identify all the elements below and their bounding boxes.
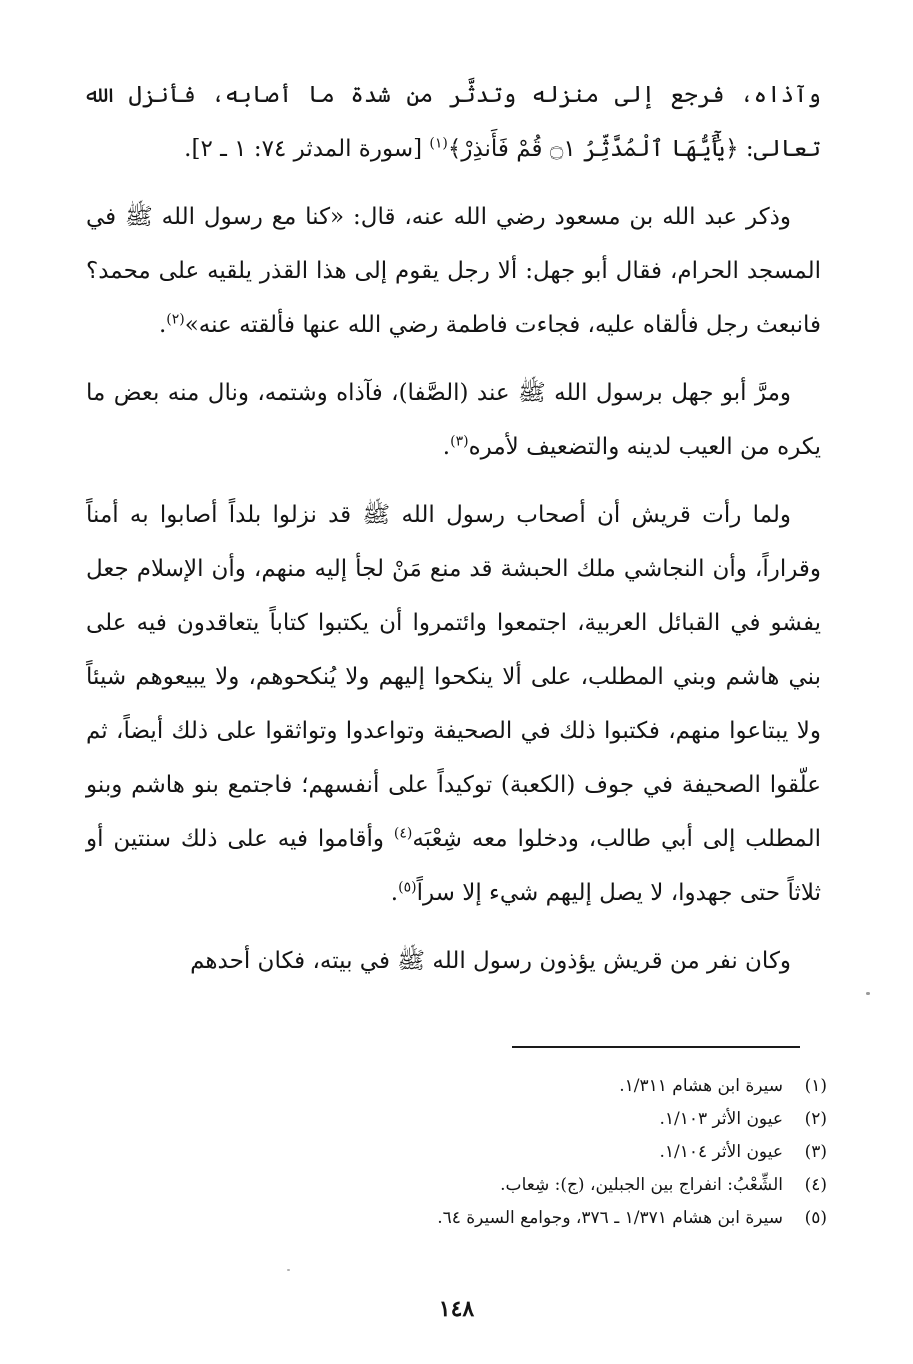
footnote-reference: (٣) [450,433,469,450]
paragraph-p1 [86,68,821,176]
paragraph-p5 [86,934,821,988]
paragraph-p2 [86,190,821,352]
footnote-reference: (١) [429,135,448,152]
footnote-number: (١) [804,1076,827,1096]
footnote-reference: (٥) [398,879,417,896]
footnote-separator [512,1046,800,1048]
footnote-text: عيون الأثر ١/١٠٣. [659,1109,783,1129]
paragraph-text: وأقاموا فيه على ذلك سنتين أو ثلاثاً حتى جهدوا، لا يصل إليهم شيء إلا سراً [86,826,821,906]
footnote-text: سيرة ابن هشام ١/٣٧١ ـ ٣٧٦، وجوامع السيرة ٦٤. [437,1208,783,1228]
footnote-item [267,1202,827,1235]
paragraph-text: ومرَّ أبو جهل برسول الله ﷺ عند (الصَّفا)، فآذاه وشتمه، ونال منه بعض ما يكره من العيب لدينه والتضعيف لأمره [86,380,821,460]
footnote-item [267,1169,827,1202]
paragraph-text: وكان نفر من قريش يؤذون رسول الله ﷺ في بيته، فكان أحدهم [190,948,791,974]
paragraph-text: . [442,434,451,460]
footnote-text: الشِّعْبُ: انفراج بين الجبلين، (ج): شِعاب. [500,1175,783,1195]
scan-speck [866,992,870,995]
paragraph-p4 [86,488,821,920]
footnote-reference: (٢) [166,311,185,328]
main-text [86,68,821,988]
footnotes [267,1070,827,1235]
footnote-number: (٤) [804,1175,827,1195]
footnote-item [267,1136,827,1169]
page-number: ١٤٨ [438,1296,475,1322]
footnote-item [267,1070,827,1103]
footnote-reference: (٤) [393,825,413,842]
footnote-item [267,1103,827,1136]
footnote-number: (٣) [804,1142,827,1162]
paragraph-text: ولما رأت قريش أن أصحاب رسول الله ﷺ قد نزلوا بلداً أصابوا به أمناً وقراراً، وأن النجاشي ملك الحبشة قد منع مَنْ لجأ إليه منهم، وأن الإسلام جعل يفشو في القبائل العربية، اجتمعوا وائتمروا أن يكتبوا كتاباً يتعاقدون فيه على بني هاشم وبني المطلب، على ألا ينكحوا إليهم ولا يُنكحوهم، ولا يبيعوهم شيئاً ولا يبتاعوا منهم، فكتبوا ذلك في الصحيفة وتواعدوا وتواثقوا على ذلك أيضاً، ثم علّقوا الصحيفة في جوف (الكعبة) توكيداً على أنفسهم؛ فاجتمع بنو هاشم وبنو المطلب إلى أبي طالب، ودخلوا معه شِعْبَه [86,502,822,852]
footnote-text: سيرة ابن هشام ١/٣١١. [619,1076,783,1096]
paragraph-p3 [86,366,821,474]
paragraph-text: . [158,312,167,338]
footnote-number: (٢) [804,1109,827,1129]
scan-speck [287,1269,290,1271]
footnote-number: (٥) [804,1208,827,1228]
paragraph-text: [سورة المدثر ٧٤: ١ ـ ٢]. [184,136,430,162]
paragraph-text: وذكر عبد الله بن مسعود رضي الله عنه، قال: «كنا مع رسول الله ﷺ في المسجد الحرام، فقال أبو جهل: ألا رجل يقوم إلى هذا القذر يلقيه على محمد؟ فانبعث رجل فألقاه عليه، فجاءت فاطمة رضي الله عنها فألقته عنه» [86,204,821,338]
paragraph-text: وآذاه، فرجع إلى منزله وتدثَّر من شدة ما أصابه، فأنزل الله تعالى: ﴿يَٰٓأَيُّهَا ٱلْمُدَّثِّرُ ۝١ قُمْ فَأَنذِرْ﴾ [86,82,821,162]
footnote-text: عيون الأثر ١/١٠٤. [659,1142,783,1162]
paragraph-text: . [390,880,399,906]
